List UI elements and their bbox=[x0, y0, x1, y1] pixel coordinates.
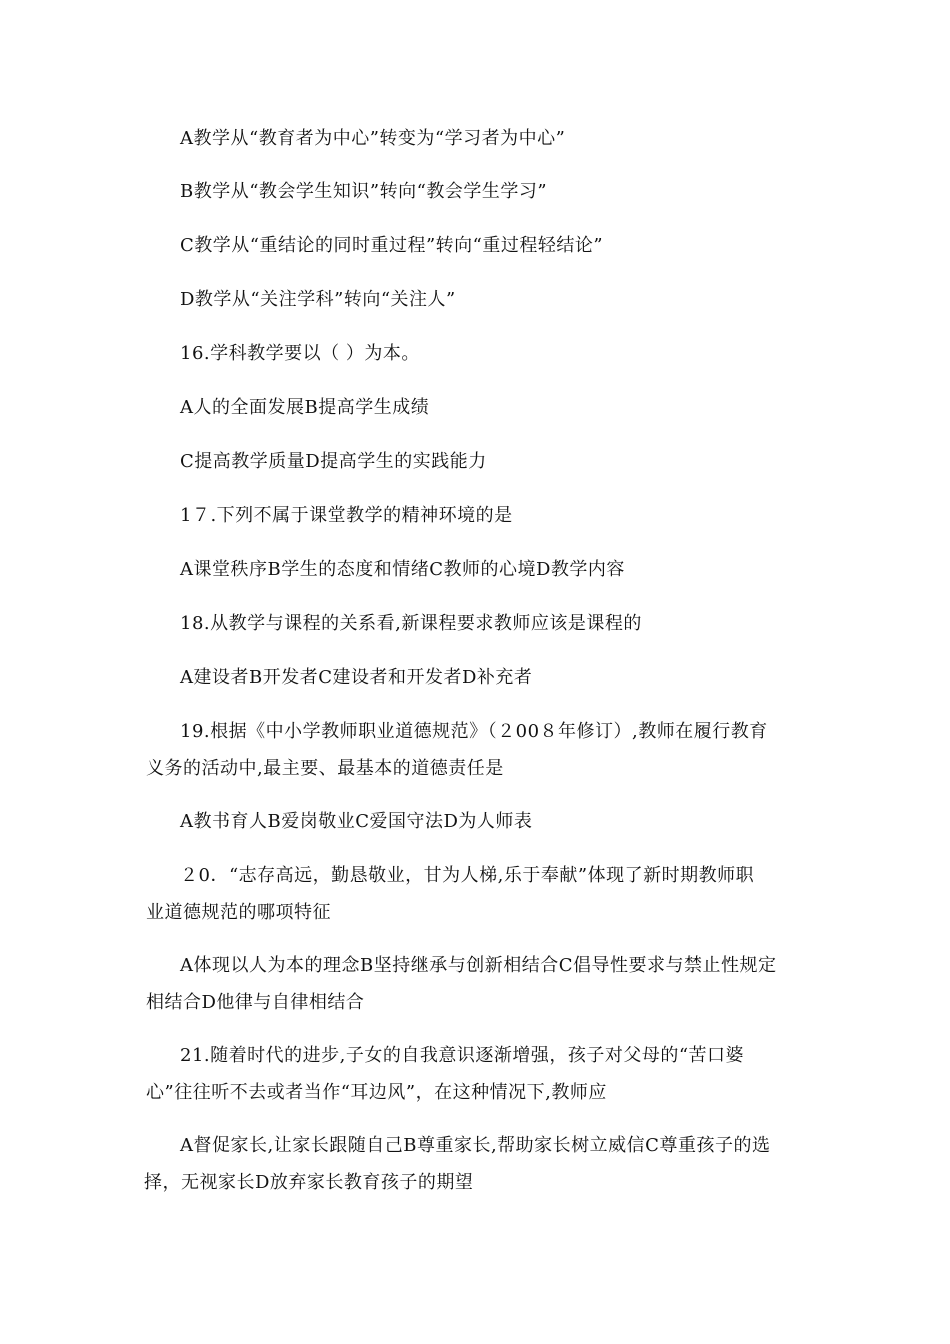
q21-options-line2: 择，无视家长D放弃家长教育孩子的期望 bbox=[144, 1172, 474, 1193]
q15-option-d: D教学从“关注学科”转向“关注人” bbox=[180, 289, 456, 310]
q21-stem-line2: 心”往往听不去或者当作“耳边风”，在这种情况下,教师应 bbox=[146, 1082, 607, 1103]
q20-stem-line2: 业道德规范的哪项特征 bbox=[146, 902, 331, 923]
q20-options-line1: A体现以人为本的理念B坚持继承与创新相结合C倡导性要求与禁止性规定 bbox=[180, 955, 777, 976]
q16-options-ab: A人的全面发展B提高学生成绩 bbox=[180, 397, 430, 418]
q15-option-a: A教学从“教育者为中心”转变为“学习者为中心” bbox=[180, 128, 566, 149]
q15-option-b: B教学从“教会学生知识”转向“教会学生学习” bbox=[180, 181, 548, 202]
q20-stem-line1: ２0．“志存高远，勤恳敬业，甘为人梯,乐于奉献”体现了新时期教师职 bbox=[180, 865, 755, 886]
q19-stem-line2: 义务的活动中,最主要、最基本的道德责任是 bbox=[146, 758, 504, 779]
q17-stem: 1７.下列不属于课堂教学的精神环境的是 bbox=[180, 505, 513, 526]
q21-options-line1: A督促家长,让家长跟随自己B尊重家长,帮助家长树立威信C尊重孩子的选 bbox=[180, 1135, 771, 1156]
q16-options-cd: C提高教学质量D提高学生的实践能力 bbox=[180, 451, 487, 472]
q17-options: A课堂秩序B学生的态度和情绪C教师的心境D教学内容 bbox=[180, 559, 625, 580]
q15-option-c: C教学从“重结论的同时重过程”转向“重过程轻结论” bbox=[180, 235, 604, 256]
q21-stem-line1: 21.随着时代的进步,子女的自我意识逐渐增强，孩子对父母的“苦口婆 bbox=[180, 1045, 745, 1066]
q19-options: A教书育人B爱岗敬业C爱国守法D为人师表 bbox=[180, 811, 533, 832]
q19-stem-line1: 19.根据《中小学教师职业道德规范》（２00８年修订）,教师在履行教育 bbox=[180, 721, 768, 742]
q18-stem: 18.从教学与课程的关系看,新课程要求教师应该是课程的 bbox=[180, 613, 642, 634]
q18-options: A建设者B开发者C建设者和开发者D补充者 bbox=[180, 667, 533, 688]
q20-options-line2: 相结合D他律与自律相结合 bbox=[146, 992, 365, 1013]
q16-stem: 16.学科教学要以（ ）为本。 bbox=[180, 343, 420, 364]
